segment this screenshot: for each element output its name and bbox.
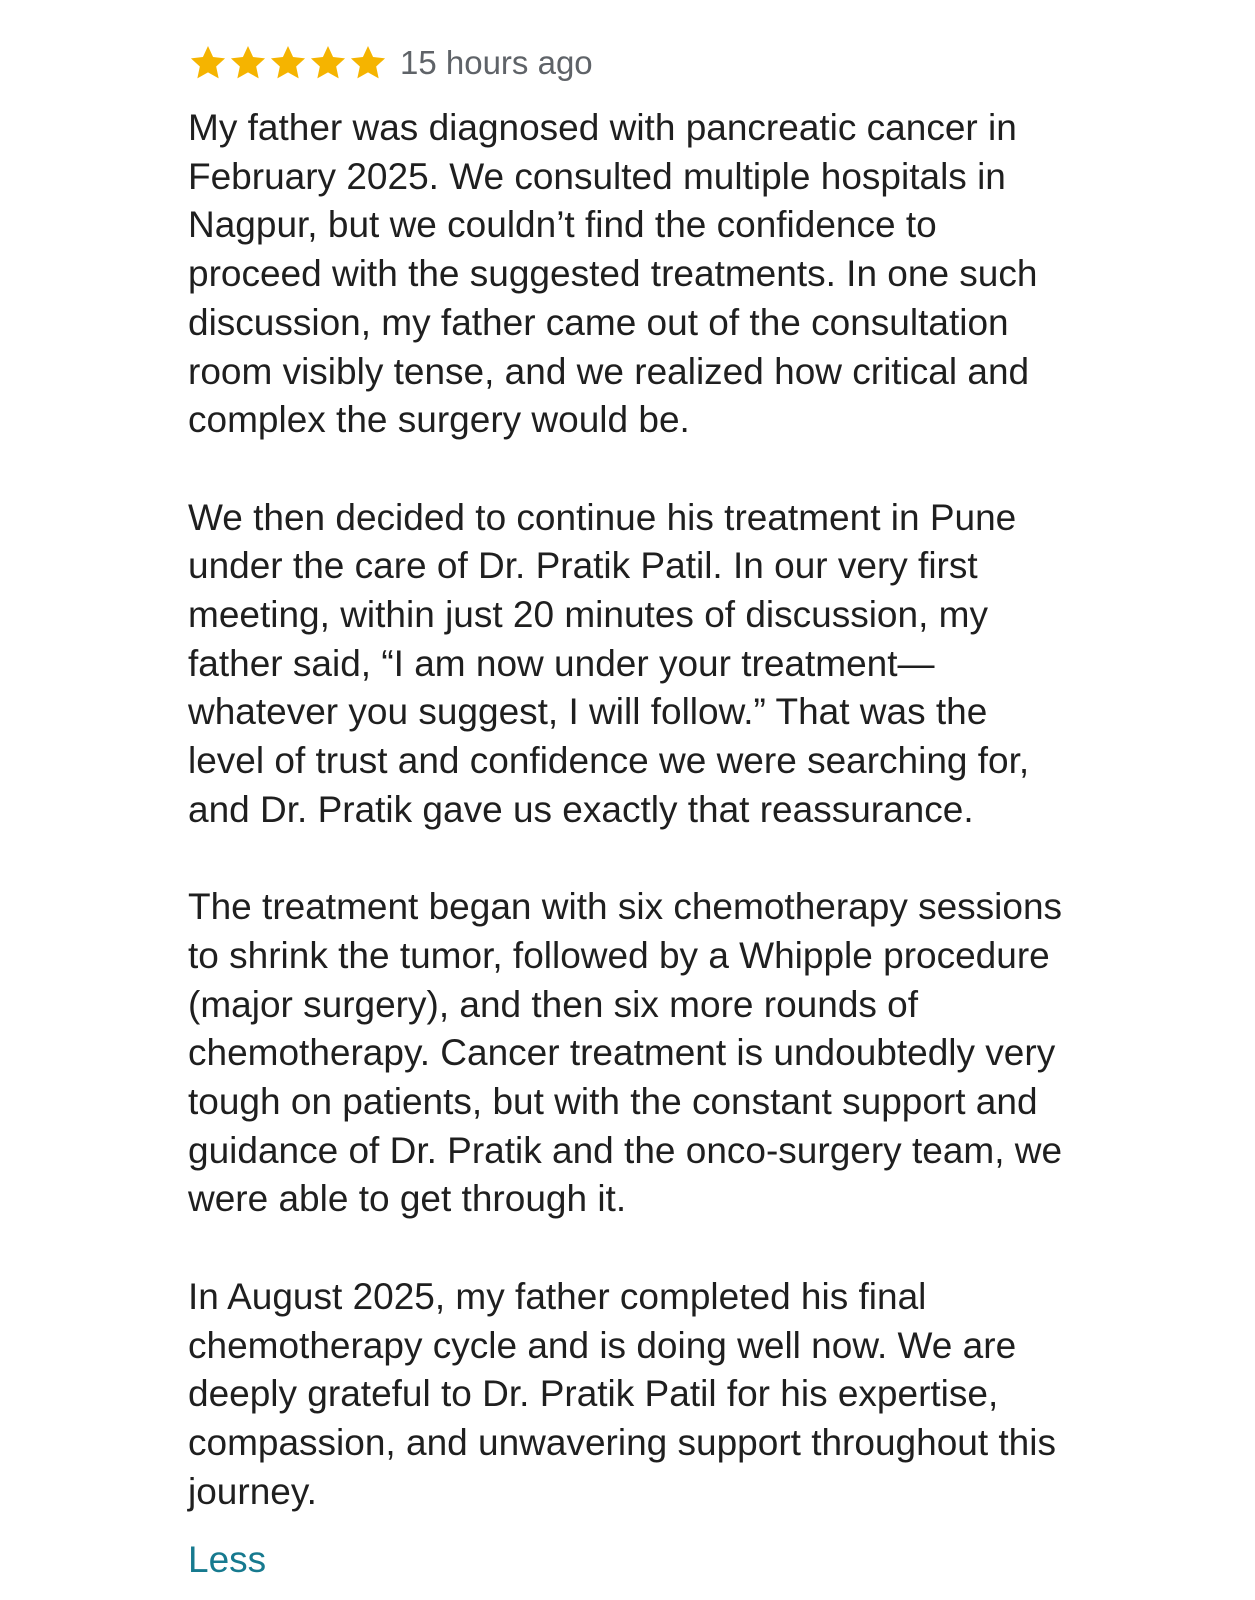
review-paragraph: My father was diagnosed with pancreatic cancer in February 2025. We consulted multiple hospitals in Nagpur, but we couldn’t find the confidence to proceed with the suggested treatments. In one such discussion, my father came out of the consultation room visibly tense, and we realized how critical and complex the surgery would be. xyxy=(188,107,1038,441)
star-icon xyxy=(228,43,268,83)
review-paragraph: We then decided to continue his treatment in Pune under the care of Dr. Pratik Patil. In our very first meeting, within just 20 minutes of discussion, my father said, “I am now under your treatment— whatever you suggest, I will follow.” That was the level of trust and confidence we were searching for, and Dr. Pratik gave us exactly that reassurance. xyxy=(188,496,1030,830)
star-icon xyxy=(348,43,388,83)
star-icon xyxy=(188,43,228,83)
review-text xyxy=(188,104,1208,1516)
star-icon xyxy=(268,43,308,83)
rating-row xyxy=(188,40,1208,86)
review-timestamp: 15 hours ago xyxy=(400,44,593,81)
review-paragraph: The treatment began with six chemotherapy sessions to shrink the tumor, followed by a Whipple procedure (major surgery), and then six more rounds of chemotherapy. Cancer treatment is undoubtedly very tough on patients, but with the constant support and guidance of Dr. Pratik and the onco-surgery team, we were able to get through it. xyxy=(188,886,1063,1220)
star-rating xyxy=(188,43,388,83)
review-paragraph: In August 2025, my father completed his final chemotherapy cycle and is doing well now. We are deeply grateful to Dr. Pratik Patil for his expertise, compassion, and unwavering support throughout this journey. xyxy=(188,1275,1056,1512)
show-less-link[interactable]: Less xyxy=(188,1539,267,1581)
review-card xyxy=(188,40,1208,1584)
star-icon xyxy=(308,43,348,83)
